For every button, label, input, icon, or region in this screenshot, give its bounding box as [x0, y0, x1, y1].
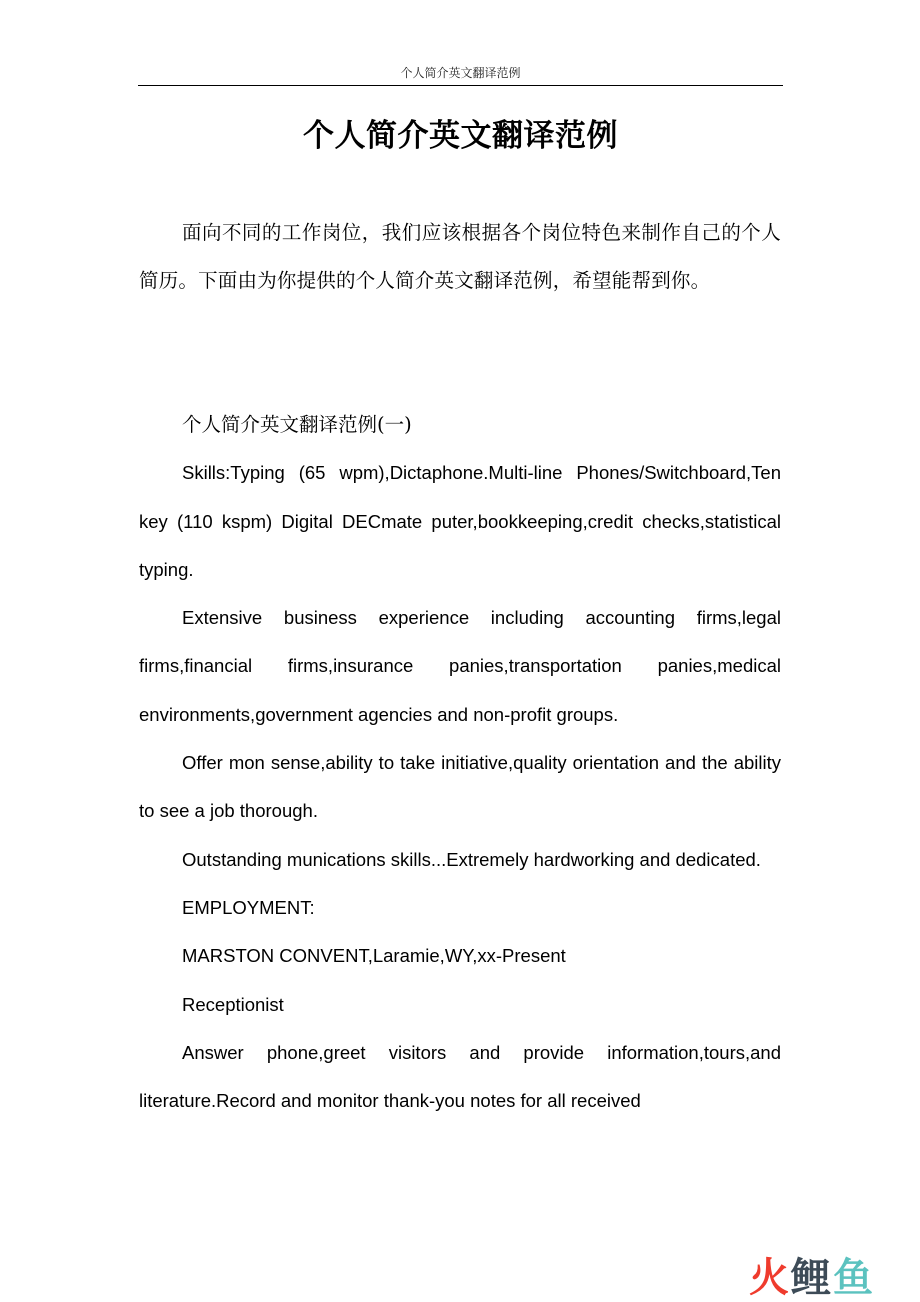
- watermark-glyph-yu: 鱼: [833, 1255, 873, 1301]
- document-title: 个人简介英文翻译范例: [303, 118, 618, 154]
- watermark-logo: [749, 1254, 899, 1302]
- job-title: Receptionist: [182, 993, 284, 1015]
- watermark-glyph-li: 鲤: [791, 1255, 831, 1301]
- watermark-glyph-fire: 火: [749, 1255, 789, 1301]
- section-heading: 个人简介英文翻译范例(一): [182, 413, 412, 436]
- intro-paragraph: 面向不同的工作岗位，我们应该根据各个岗位特色来制作自己的个人简历。下面由为你提供的个人简介英文翻译范例，希望能帮到你。: [139, 221, 781, 292]
- intro-section: [139, 209, 781, 305]
- resume-sample-section: [139, 401, 781, 1125]
- header-divider: [138, 85, 783, 86]
- skills-paragraph: Skills:Typing (65 wpm),Dictaphone.Multi-line Phones/Switchboard,Ten key (110 kspm) Digital DECmate puter,bookkeeping,credit checks,statistical typing.: [139, 462, 781, 580]
- duties-paragraph: Answer phone,greet visitors and provide information,tours,and literature.Record and monitor thank-you notes for all received: [139, 1041, 781, 1112]
- running-header: 个人简介英文翻译范例: [400, 66, 521, 80]
- experience-paragraph: Extensive business experience including accounting firms,legal firms,financial firms,insurance panies,transportation panies,medical environments,government agencies and non-profit groups.: [139, 607, 781, 725]
- communication-paragraph: Outstanding munications skills...Extremely hardworking and dedicated.: [182, 848, 761, 870]
- qualities-paragraph: Offer mon sense,ability to take initiative,quality orientation and the ability to see a job thorough.: [139, 752, 781, 822]
- employment-heading: EMPLOYMENT:: [182, 896, 315, 918]
- employer-line: MARSTON CONVENT,Laramie,WY,xx-Present: [182, 945, 566, 967]
